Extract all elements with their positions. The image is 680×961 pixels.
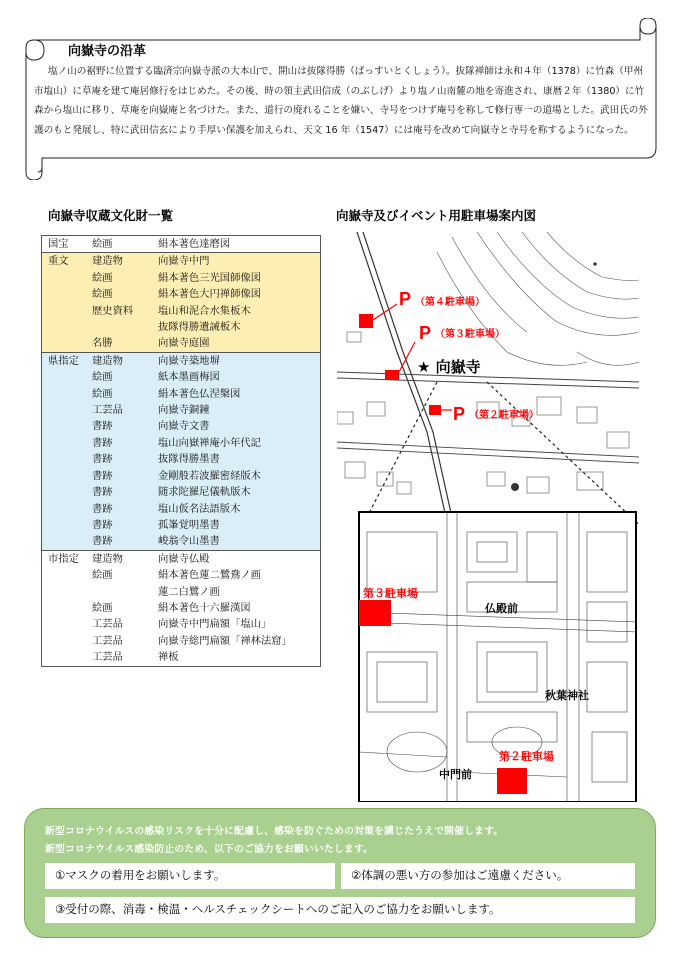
asset-item: 紙本墨画梅図 [156,369,321,385]
table-row [42,369,321,385]
table-row [42,319,321,335]
asset-category: 工芸品 [90,649,156,666]
asset-item: 絹本著色十六羅漢図 [156,600,321,616]
asset-designation [42,517,91,533]
table-row [42,616,321,632]
asset-category: 書跡 [90,517,156,533]
history-title: 向嶽寺の沿革 [68,44,147,59]
asset-designation [42,418,91,434]
asset-item: 金剛般若波羅密経版木 [156,468,321,484]
asset-item: 絹本著色三光国師像図 [156,270,321,286]
asset-category: 絵画 [90,270,156,286]
inset-p2-label: 第２駐車場 [499,750,554,763]
asset-designation: 国宝 [48,238,69,250]
asset-category: 書跡 [90,533,156,550]
map-drawing [337,232,639,802]
asset-item: 向嶽寺築地塀 [156,352,321,369]
p4-label: （第４駐車場） [415,297,485,308]
asset-category: 歴史資料 [90,303,156,319]
asset-category: 建造物 [90,550,156,567]
inset-p3-label: 第３駐車場 [363,587,418,600]
history-scroll [20,18,660,180]
asset-category: 工芸品 [90,633,156,649]
asset-category: 絵画 [90,286,156,302]
asset-designation [42,319,91,335]
table-row [42,550,321,567]
assets-title: 向嶽寺収蔵文化財一覧 [48,208,174,223]
asset-item: 塩山向嶽禅庵小年代記 [156,435,321,451]
asset-designation [42,270,91,286]
asset-designation [42,386,91,402]
asset-item: 向嶽寺仏殿 [156,550,321,567]
covid-notice [24,808,656,938]
asset-designation [42,451,91,467]
notice-item-1: ①マスクの着用をお願いします。 [45,863,335,889]
asset-designation [42,335,91,352]
notice-item-2: ②体調の悪い方の参加はご遠慮ください。 [341,863,635,889]
table-row [42,303,321,319]
asset-category: 絵画 [90,369,156,385]
asset-item: 絹本著色蓮二鷺鴦ノ画 [156,567,321,583]
notice-item-3: ③受付の際、消毒・検温・ヘルスチェックシートへのご記入のご協力をお願いします。 [45,897,635,923]
table-row [42,435,321,451]
inset-map [359,512,637,802]
asset-group-jyu [42,253,321,352]
asset-item: 孤峯覚明墨書 [156,517,321,533]
table-row [42,335,321,352]
p4-letter: P [399,289,412,309]
asset-item: 抜隊得勝遺誡板木 [156,319,321,335]
asset-designation: 重文 [42,253,91,270]
asset-designation [42,567,91,583]
asset-item: 抜隊得勝墨書 [156,451,321,467]
asset-category: 工芸品 [90,402,156,418]
inset-p2-square [497,768,527,794]
area-map [337,232,639,532]
map-title: 向嶽寺及びイベント用駐車場案内図 [336,208,537,223]
parking-map [337,232,639,802]
table-row [42,270,321,286]
asset-category: 建造物 [90,253,156,270]
chumon-label: 中門前 [439,768,472,781]
butsuden-label: 仏殿前 [485,602,518,615]
asset-item: 塩山仮名法語版木 [156,501,321,517]
p3-letter: P [419,323,432,343]
asset-designation [42,649,91,666]
asset-designation [42,402,91,418]
p3-square [385,370,399,380]
asset-category: 書跡 [90,435,156,451]
table-row [42,418,321,434]
asset-item: 塩山和泥合水集板木 [156,303,321,319]
asset-designation [42,533,91,550]
asset-category: 工芸品 [90,616,156,632]
p3-label: （第３駐車場） [435,329,505,340]
asset-category: 絵画 [92,238,113,250]
asset-category: 絵画 [90,600,156,616]
asset-category: 名勝 [90,335,156,352]
table-row [42,468,321,484]
asset-item: 向嶽寺庭園 [156,335,321,352]
table-row [42,484,321,500]
table-row [42,517,321,533]
asset-category [90,319,156,335]
asset-designation [42,484,91,500]
assets-table [41,235,321,667]
p4-square [359,314,373,328]
asset-category: 建造物 [90,352,156,369]
asset-group-ken [42,352,321,550]
temple-label: ★ 向嶽寺 [417,358,481,376]
table-row [42,386,321,402]
asset-designation [42,600,91,616]
asset-item: 禅板 [156,649,321,666]
notice-line-1: 新型コロナウイルスの感染リスクを十分に配慮し、感染を防ぐための対策を講じたうえで開催します。 [45,826,504,837]
notice-line-2: 新型コロナウイルス感染防止のため、以下のご協力をお願いいたします。 [45,844,374,855]
asset-group-kokuho [42,236,321,253]
asset-designation [42,633,91,649]
asset-item: 峻翁令山墨書 [156,533,321,550]
table-row [42,236,321,253]
asset-item: 絹本著色達磨図 [158,238,231,250]
table-row [42,501,321,517]
asset-category [90,584,156,600]
asset-designation [42,584,91,600]
asset-item: 向嶽寺文書 [156,418,321,434]
asset-designation [42,369,91,385]
table-row [42,584,321,600]
table-row [42,533,321,550]
asset-item: 向嶽寺総門扁額「禅林法窟」 [156,633,321,649]
table-row [42,567,321,583]
table-row [42,633,321,649]
asset-group-shi [42,550,321,666]
asset-category: 書跡 [90,418,156,434]
asset-category: 絵画 [90,386,156,402]
p2-square [429,405,441,415]
asset-item: 絹本著色大円禅師像図 [156,286,321,302]
asset-category: 書跡 [90,451,156,467]
asset-category: 書跡 [90,484,156,500]
table-row [42,451,321,467]
table-row [42,402,321,418]
table-row [42,649,321,666]
asset-item: 向嶽寺中門扁額「塩山」 [156,616,321,632]
p2-letter: P [453,404,466,424]
history-body: 塩ノ山の裾野に位置する臨済宗向嶽寺派の大本山で、開山は抜隊得勝（ばっすいとくしょう）。抜隊禅師は永和４年（1378）に竹森（甲州市塩山）に草庵を建て庵居修行をはじめた。その後、時の領主武田信成（のぶしげ）より塩ノ山南麓の地を寄進され、康暦２年（1380）に竹森から塩山に移り、草庵を向嶽庵と名づけた。また、道行の廃れることを嫌い、寺号をつけず庵号を称して修行専一の道場とした。武田氏の外護のもと発展し、特に武田信玄により手厚い保護を加えられ、天文 16 年（1547）には庵号を改めて向嶽寺と寺号を称するようになった。 [34,66,648,137]
table-row [42,286,321,302]
asset-item: 随求陀羅尼儀軌版木 [156,484,321,500]
asset-designation [42,286,91,302]
table-row [42,253,321,270]
shrine-label: 秋葉神社 [545,689,589,702]
asset-designation [42,303,91,319]
asset-item: 向嶽寺銅鐘 [156,402,321,418]
asset-category: 書跡 [90,468,156,484]
asset-designation [42,468,91,484]
asset-designation [42,435,91,451]
asset-item: 向嶽寺中門 [156,253,321,270]
asset-designation: 県指定 [42,352,91,369]
asset-item: 絹本著色仏涅槃図 [156,386,321,402]
asset-category: 絵画 [90,567,156,583]
asset-designation [42,501,91,517]
asset-designation [42,616,91,632]
table-row [42,352,321,369]
asset-item: 蓮二白鷺ノ画 [156,584,321,600]
asset-category: 書跡 [90,501,156,517]
inset-p3-square [359,600,391,626]
asset-designation: 市指定 [42,550,91,567]
p2-label: （第２駐車場） [469,410,539,421]
table-row [42,600,321,616]
